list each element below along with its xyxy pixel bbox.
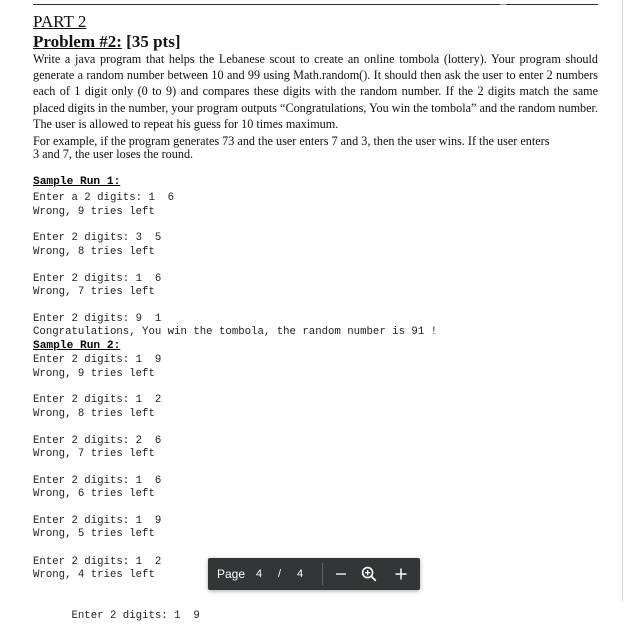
console-line: Wrong, 8 tries left	[33, 246, 155, 258]
total-pages: 4	[297, 568, 304, 580]
console-line: Enter 2 digits: 1 6	[33, 475, 162, 487]
header-rule	[33, 4, 598, 5]
zoom-out-button[interactable]	[329, 562, 353, 586]
plus-icon	[394, 567, 408, 581]
problem-label: Problem #2:	[33, 32, 122, 51]
console-line: Enter a 2 digits: 1 6	[33, 192, 175, 204]
example-line: 3 and 7, the user loses the round.	[33, 146, 194, 161]
console-line: Congratulations, You win the tombola, the random number is 91 !	[33, 326, 438, 338]
sample-run-2-heading: Sample Run 2:	[33, 340, 121, 352]
problem-points: [35 pts]	[126, 32, 181, 51]
problem-title	[33, 32, 180, 52]
console-line: Wrong, 4 tries left	[33, 569, 155, 581]
part-title: PART 2	[33, 12, 87, 31]
console-line: Enter 2 digits: 2 6	[33, 435, 162, 447]
sample-run-1-heading: Sample Run 1:	[33, 176, 121, 188]
console-line: Enter 2 digits: 1 2	[33, 394, 162, 406]
zoom-in-button[interactable]	[389, 562, 413, 586]
console-line: Wrong, 7 tries left	[33, 286, 155, 298]
magnifier-icon	[361, 566, 377, 582]
console-line: Enter 2 digits: 1 9	[33, 515, 162, 527]
console-line: Wrong, 6 tries left	[33, 488, 155, 500]
current-page-input[interactable]: 4	[256, 568, 263, 580]
page-separator: /	[278, 568, 282, 580]
console-line: Wrong, 8 tries left	[33, 408, 155, 420]
example-paragraph	[33, 135, 598, 160]
console-line-partial	[33, 596, 200, 622]
page-edge	[622, 0, 623, 601]
console-line: Wrong, 7 tries left	[33, 448, 155, 460]
console-line: Enter 2 digits: 1 2	[33, 556, 162, 568]
header-rule-mark	[500, 0, 506, 5]
console-line: Enter 2 digits: 1 6	[33, 273, 162, 285]
problem-statement: Write a java program that helps the Lebanese scout to create an online tombola (lottery). Your program should generate a random number between 10 and 99 using Math.random(). It should then ask the user to enter 2 numbers each of 1 digit only (0 to 9) and compares these digits with the random number. If the 2 digits match the same placed digits in the number, your program outputs “Congratulations, You win the tombola” and the random number. The user is allowed to repeat his guess for 10 times maximum.	[33, 52, 598, 131]
console-line: Enter 2 digits: 3 5	[33, 232, 162, 244]
console-line: Wrong, 9 tries left	[33, 206, 155, 218]
page-toolbar	[208, 558, 420, 590]
console-line: Enter 2 digits: 1 9	[33, 354, 162, 366]
example-line: For example, if the program generates 73 and the user enters 7 and 3, then the user wins. If the user enters	[33, 134, 550, 148]
console-line: Wrong, 5 tries left	[33, 528, 155, 540]
console-line: Enter 2 digits: 1 9	[71, 609, 200, 622]
page-label: Page	[217, 567, 246, 581]
toolbar-divider	[322, 563, 323, 585]
zoom-fit-button[interactable]	[357, 562, 381, 586]
console-line: Wrong, 9 tries left	[33, 368, 155, 380]
minus-icon	[334, 567, 348, 581]
console-line: Enter 2 digits: 9 1	[33, 313, 162, 325]
